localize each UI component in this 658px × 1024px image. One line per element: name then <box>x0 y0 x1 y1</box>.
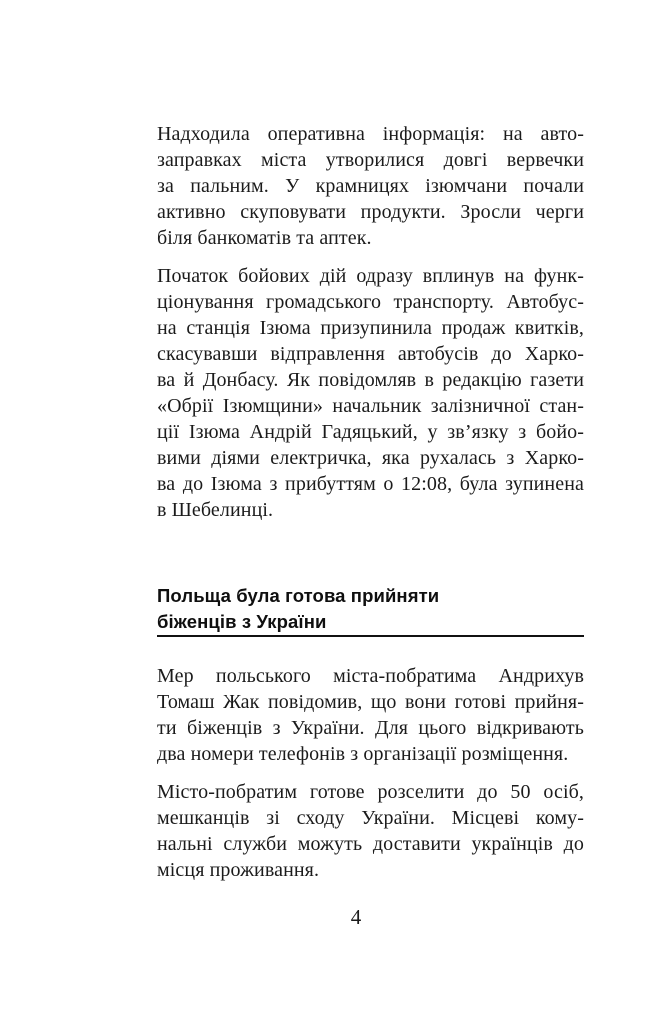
page-number: 4 <box>350 905 362 929</box>
paragraph <box>157 779 584 883</box>
text-line: два номери телефонів з організації розміщення. <box>157 743 569 765</box>
text-line: Надходила оперативна інформація: на авто- <box>157 123 584 145</box>
text-line: мешканців зі сходу України. Місцеві кому- <box>157 807 584 829</box>
text-line: на станція Ізюма призупинила продаж квитків, <box>157 317 584 339</box>
text-line: місця проживання. <box>157 859 320 881</box>
text-line: нальні служби можуть доставити українців до <box>157 833 584 855</box>
text-line: «Обрії Ізюмщини» начальник залізничної стан- <box>157 395 584 417</box>
paragraph <box>157 263 584 523</box>
paragraph <box>157 121 584 251</box>
text-block <box>157 121 584 895</box>
section-heading-line: біженців з України <box>157 611 327 632</box>
text-line: за пальним. У крамницях ізюмчани почали <box>157 175 584 197</box>
text-line: заправках міста утворилися довгі вервечки <box>157 149 584 171</box>
text-line: біля банкоматів та аптек. <box>157 227 372 249</box>
text-line: активно скуповувати продукти. Зросли черги <box>157 201 584 223</box>
text-line: ва до Ізюма з прибуттям о 12:08, була зупинена <box>157 473 584 495</box>
text-line: ва й Донбасу. Як повідомляв в редакцію газети <box>157 369 584 391</box>
text-line: вими діями електричка, яка рухалась з Харко- <box>157 447 584 469</box>
text-line: Місто-побратим готове розселити до 50 осіб, <box>157 781 584 803</box>
section-heading-line: Польща була готова прийняти <box>157 585 440 606</box>
paragraph <box>157 663 584 767</box>
text-line: в Шебелинці. <box>157 499 274 521</box>
text-line: Томаш Жак повідомив, що вони готові прийня- <box>157 691 584 713</box>
text-line: ти біженців з України. Для цього відкривають <box>157 717 584 739</box>
section-heading <box>157 583 584 637</box>
text-line: Початок бойових дій одразу вплинув на функ- <box>157 265 584 287</box>
text-line: ції Ізюма Андрій Гадяцький, у зв’язку з бойо- <box>157 421 584 443</box>
text-line: скасувавши відправлення автобусів до Харко- <box>157 343 584 365</box>
text-line: Мер польського міста-побратима Андрихув <box>157 665 584 687</box>
text-line: ціонування громадського транспорту. Автобус- <box>157 291 584 313</box>
